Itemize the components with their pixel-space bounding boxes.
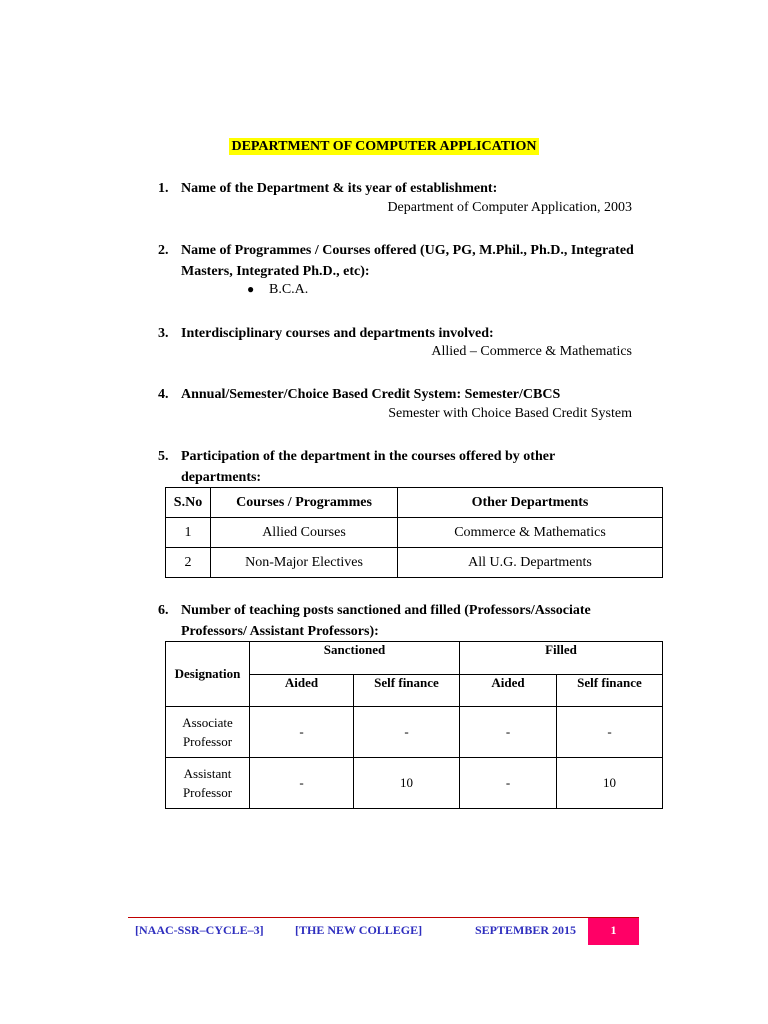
question-text: Name of Programmes / Courses offered (UG, PG, M.Phil., Ph.D., Integrated Masters, Integrated Ph.D., etc): — [181, 243, 634, 279]
column-header: Aided — [460, 675, 557, 707]
question-1 — [158, 178, 638, 199]
answer-3: Allied – Commerce & Mathematics — [431, 344, 632, 359]
question-number: 2. — [158, 243, 169, 258]
column-header: S.No — [166, 488, 211, 518]
filled-header: Filled — [460, 642, 663, 675]
question-number: 4. — [158, 387, 169, 402]
footer-date: SEPTEMBER 2015 — [475, 923, 577, 937]
sanctioned-header: Sanctioned — [250, 642, 460, 675]
question-text: Interdisciplinary courses and departments involved: — [181, 326, 494, 341]
page-number: 1 — [588, 918, 639, 945]
question-text: Name of the Department & its year of establishment: — [181, 181, 498, 196]
table-cell: - — [250, 707, 354, 758]
table-cell: - — [354, 707, 460, 758]
table-header-row — [166, 488, 663, 518]
table-cell: 10 — [354, 758, 460, 809]
question-text: Number of teaching posts sanctioned and filled (Professors/Associate Professors/ Assistant Professors): — [181, 603, 591, 639]
column-header: Aided — [250, 675, 354, 707]
table-cell: 2 — [166, 548, 211, 578]
table-cell: Commerce & Mathematics — [398, 518, 663, 548]
designation-header: Designation — [166, 642, 250, 707]
column-header: Courses / Programmes — [211, 488, 398, 518]
footer-college: [THE NEW COLLEGE] — [295, 923, 423, 937]
table-cell: 1 — [166, 518, 211, 548]
designation-cell: Assistant Professor — [166, 758, 250, 809]
question-number: 1. — [158, 181, 169, 196]
answer-1: Department of Computer Application, 2003 — [387, 200, 632, 215]
question-4 — [158, 384, 638, 405]
table-group-header-row — [166, 642, 663, 675]
table-cell: Non-Major Electives — [211, 548, 398, 578]
participation-table — [165, 487, 663, 578]
footer-naac: [NAAC-SSR–CYCLE–3] — [135, 923, 264, 937]
question-number: 6. — [158, 603, 169, 618]
bullet-icon: ● — [247, 282, 255, 296]
table-cell: - — [460, 707, 557, 758]
question-number: 3. — [158, 326, 169, 341]
table-cell: - — [557, 707, 663, 758]
table-cell: All U.G. Departments — [398, 548, 663, 578]
answer-4: Semester with Choice Based Credit System — [388, 406, 632, 421]
question-text: Participation of the department in the courses offered by other departments: — [181, 449, 555, 485]
question-number: 5. — [158, 449, 169, 464]
programme-list-item — [247, 282, 308, 298]
table-row — [166, 548, 663, 578]
table-row — [166, 518, 663, 548]
column-header: Other Departments — [398, 488, 663, 518]
question-text: Annual/Semester/Choice Based Credit System: Semester/CBCS — [181, 387, 561, 402]
question-3 — [158, 323, 638, 344]
column-header: Self finance — [354, 675, 460, 707]
column-header: Self finance — [557, 675, 663, 707]
question-6 — [158, 600, 638, 642]
table-cell: Allied Courses — [211, 518, 398, 548]
question-5 — [158, 446, 638, 488]
teaching-posts-table — [165, 641, 663, 809]
table-row — [166, 758, 663, 809]
footer-rule — [128, 917, 639, 918]
table-cell: 10 — [557, 758, 663, 809]
table-row — [166, 707, 663, 758]
programme-name: B.C.A. — [269, 282, 309, 297]
designation-cell: Associate Professor — [166, 707, 250, 758]
page-title-text: DEPARTMENT OF COMPUTER APPLICATION — [231, 139, 537, 154]
table-cell: - — [250, 758, 354, 809]
page-title — [0, 137, 768, 155]
table-cell: - — [460, 758, 557, 809]
question-2 — [158, 240, 638, 282]
